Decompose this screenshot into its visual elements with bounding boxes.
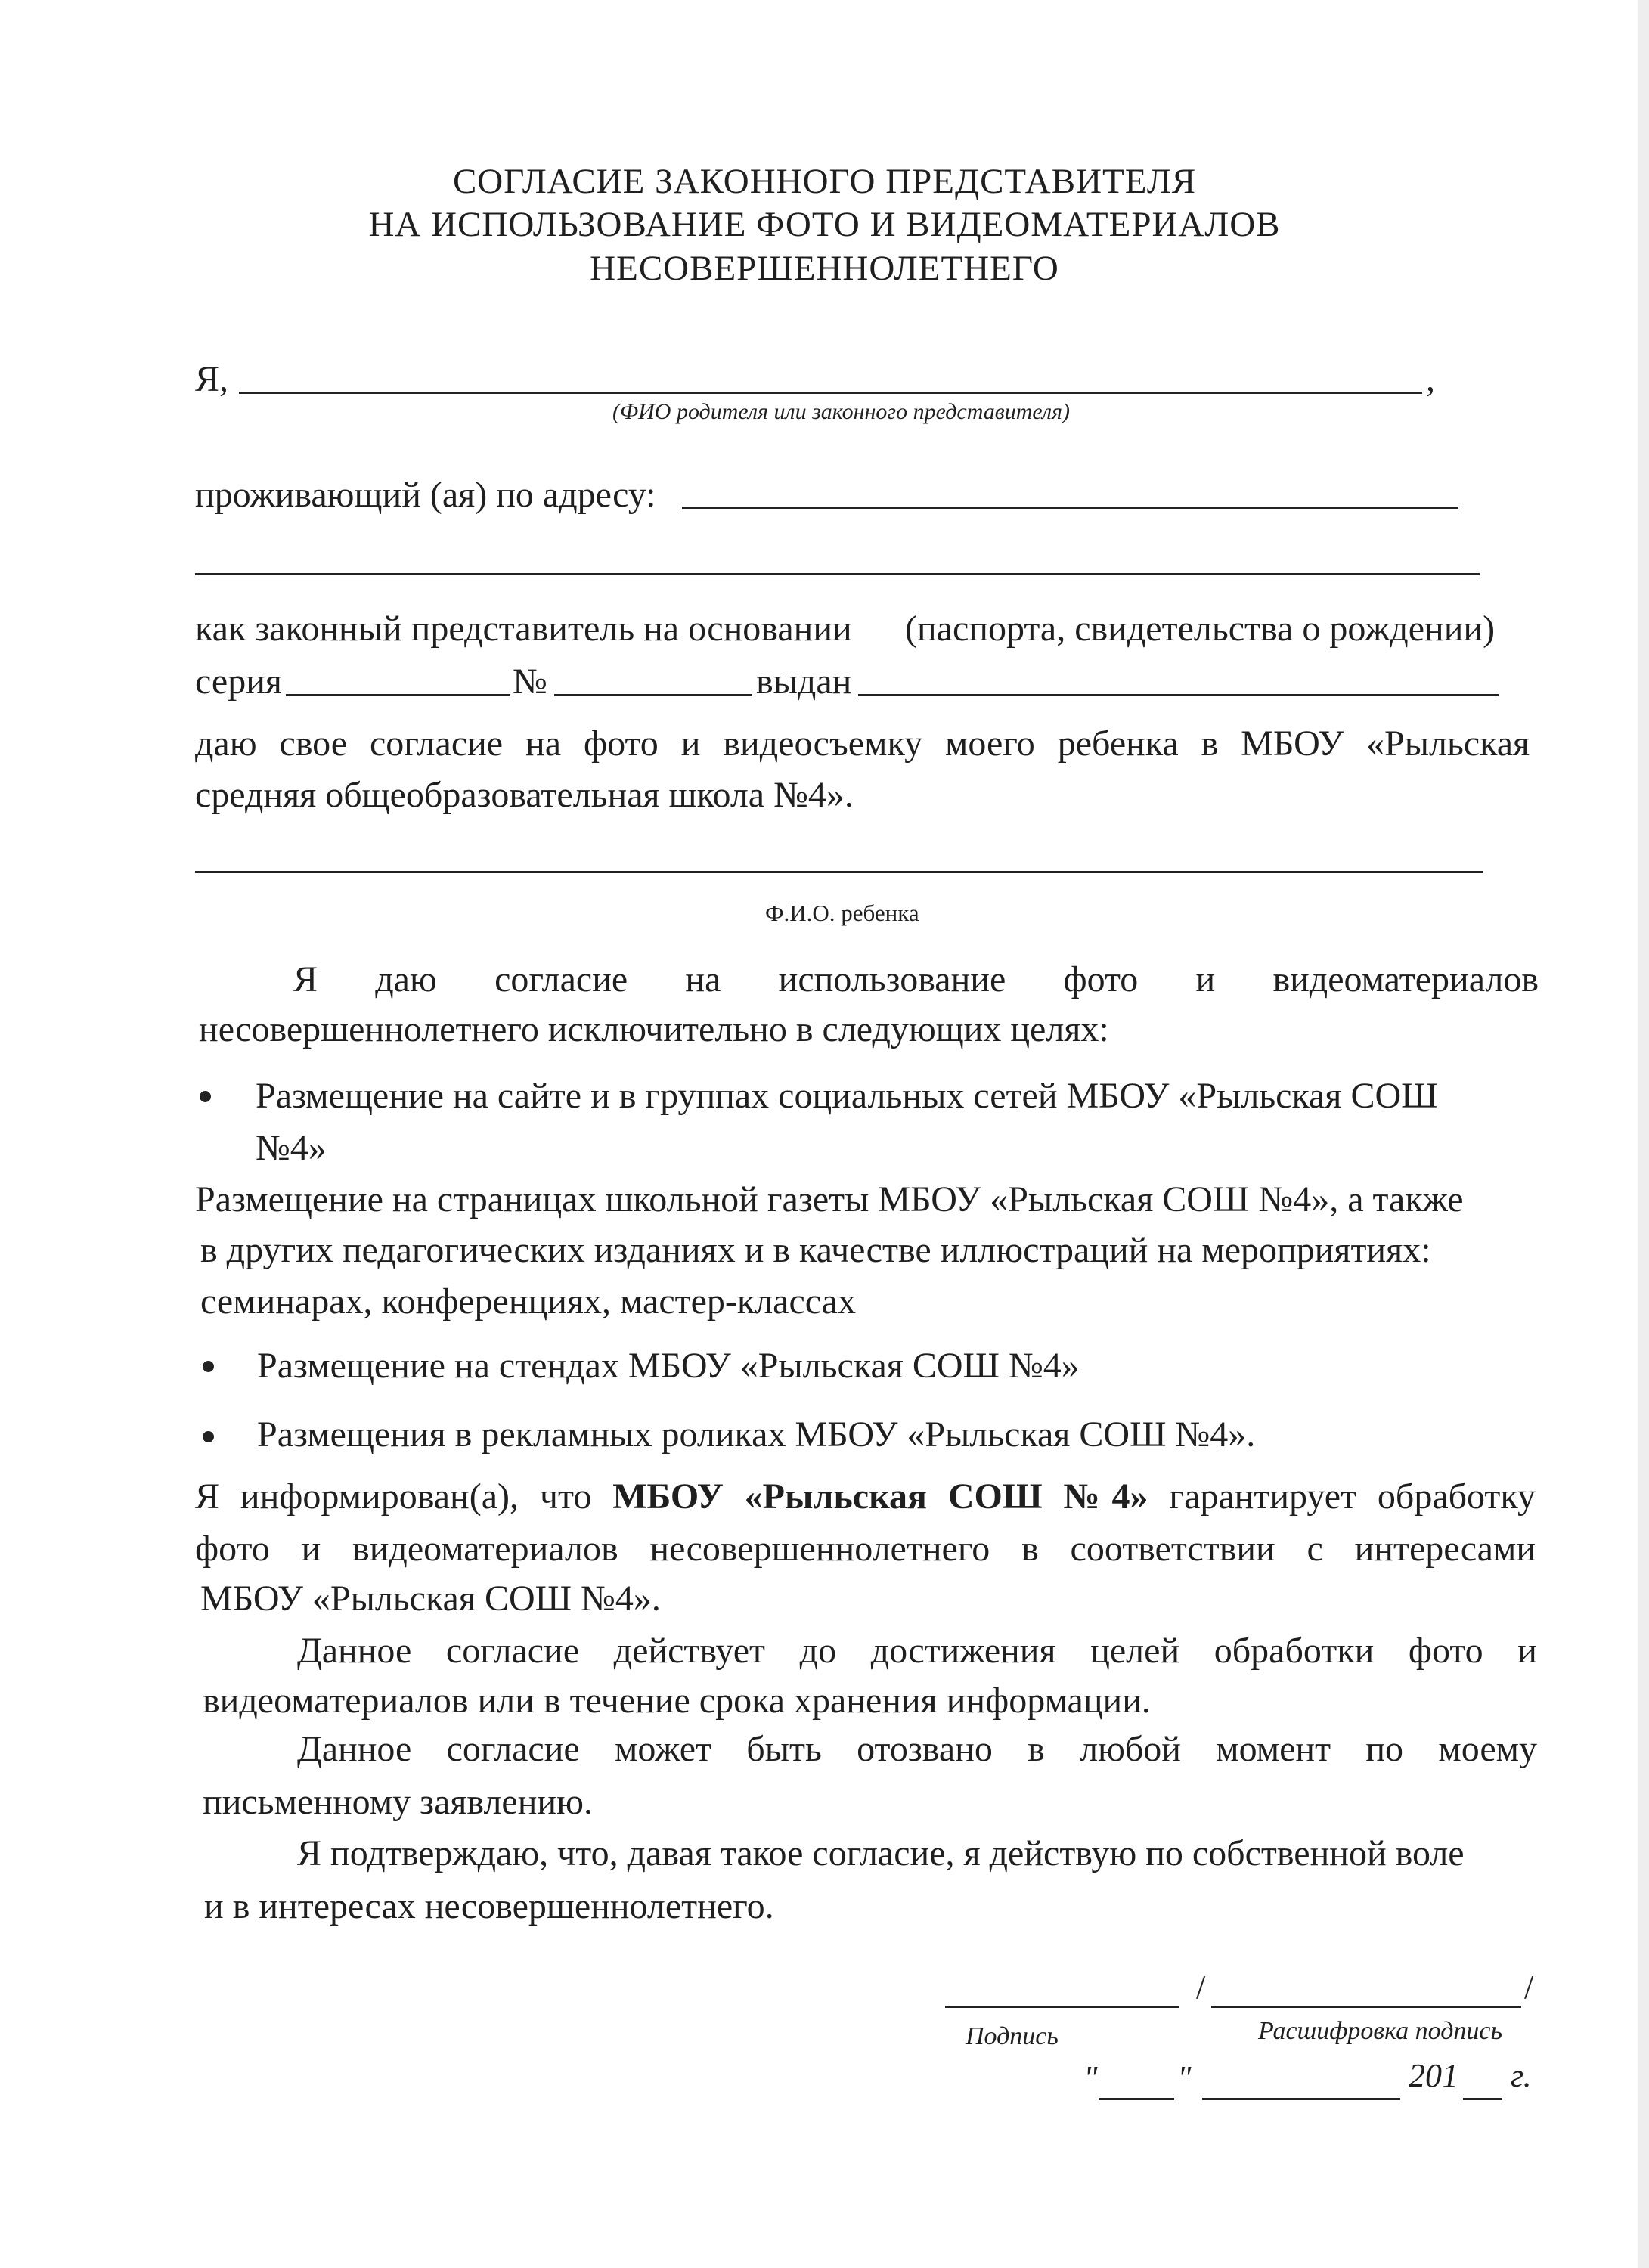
title-line-3: НЕСОВЕРШЕННОЛЕТНЕГО	[590, 249, 1059, 288]
revoke-line-2: письменному заявлению.	[203, 1782, 593, 1822]
date-quote-close: "	[1177, 2059, 1192, 2096]
informed-line-1: Я информирован(а), что МБОУ «Рыльская СОШ №4» гарантирует обработку	[195, 1476, 1536, 1517]
issued-by-field[interactable]	[858, 694, 1499, 696]
signature-slash-1: /	[1196, 1969, 1206, 2006]
parent-suffix: ,	[1426, 359, 1435, 399]
date-month-field[interactable]	[1202, 2098, 1400, 2100]
purpose-item-1-line-1: Размещение на сайте и в группах социальных сетей МБОУ «Рыльская СОШ	[256, 1076, 1438, 1116]
bullet-2	[203, 1361, 214, 1372]
child-name-field[interactable]	[195, 871, 1483, 873]
purposes-intro-line-1: Я даю согласие на использование фото и видеоматериалов	[293, 959, 1539, 999]
purpose-item-1-line-2: №4»	[256, 1128, 327, 1168]
bullet-1	[200, 1091, 211, 1102]
date-year-prefix: 201	[1409, 2057, 1458, 2094]
validity-line-2: видеоматериалов или в течение срока хранения информации.	[203, 1681, 1151, 1721]
title-line-2: НА ИСПОЛЬЗОВАНИЕ ФОТО И ВИДЕОМАТЕРИАЛОВ	[368, 205, 1281, 244]
signature-slash-2: /	[1524, 1969, 1534, 2006]
number-label: №	[513, 662, 547, 702]
scan-edge	[1638, 0, 1649, 2268]
revoke-line-1: Данное согласие может быть отозвано в любой момент по моему	[297, 1729, 1537, 1769]
address-field-line-2[interactable]	[195, 573, 1480, 575]
basis-text-right: (паспорта, свидетельства о рождении)	[905, 609, 1496, 649]
address-field[interactable]	[682, 507, 1458, 509]
parent-name-hint: (ФИО родителя или законного представителя)	[612, 399, 1070, 424]
confirm-line-2: и в интересах несовершеннолетнего.	[204, 1886, 774, 1926]
basis-text-left: как законный представитель на основании	[195, 609, 852, 649]
purpose-paragraph-line-1: Размещение на страницах школьной газеты МБОУ «Рыльская СОШ №4», а также	[195, 1179, 1464, 1219]
consent-line-2: средняя общеобразовательная школа №4».	[195, 775, 854, 815]
purpose-item-3: Размещения в рекламных роликах МБОУ «Рыльская СОШ №4».	[257, 1414, 1256, 1455]
consent-line-1: даю свое согласие на фото и видеосъемку моего ребенка в МБОУ «Рыльская	[195, 723, 1530, 764]
date-year-field[interactable]	[1463, 2098, 1502, 2100]
number-field[interactable]	[554, 694, 752, 696]
bullet-3	[203, 1431, 214, 1442]
confirm-line-1: Я подтверждаю, что, давая такое согласие, я действую по собственной воле	[297, 1833, 1465, 1873]
issued-label: выдан	[756, 662, 852, 702]
date-quote-open: "	[1083, 2059, 1098, 2096]
parent-name-field[interactable]	[239, 392, 1422, 394]
child-name-hint: Ф.И.О. ребенка	[765, 900, 919, 926]
purposes-intro-line-2: несовершеннолетнего исключительно в следующих целях:	[199, 1009, 1109, 1049]
series-field[interactable]	[286, 694, 510, 696]
purpose-paragraph-line-3: семинарах, конференциях, мастер-классах	[200, 1281, 856, 1321]
signature-decode-label: Расшифровка подпись	[1258, 2017, 1502, 2045]
series-label: серия	[195, 662, 282, 702]
informed-line-2: фото и видеоматериалов несовершеннолетнего в соответствии с интересами	[195, 1529, 1536, 1569]
date-year-suffix: г.	[1511, 2057, 1532, 2094]
address-label: проживающий (ая) по адресу:	[195, 475, 656, 515]
signature-decode-field[interactable]	[1211, 2006, 1521, 2008]
purpose-paragraph-line-2: в других педагогических изданиях и в качестве иллюстраций на мероприятиях:	[200, 1230, 1431, 1270]
date-day-field[interactable]	[1099, 2098, 1174, 2100]
informed-line-3: МБОУ «Рыльская СОШ №4».	[200, 1579, 661, 1619]
title-line-1: СОГЛАСИЕ ЗАКОННОГО ПРЕДСТАВИТЕЛЯ	[452, 162, 1197, 201]
signature-label: Подпись	[966, 2022, 1059, 2050]
parent-prefix: Я,	[195, 359, 229, 399]
validity-line-1: Данное согласие действует до достижения целей обработки фото и	[297, 1631, 1537, 1671]
signature-field[interactable]	[945, 2006, 1179, 2008]
purpose-item-2: Размещение на стендах МБОУ «Рыльская СОШ №4»	[257, 1346, 1080, 1386]
